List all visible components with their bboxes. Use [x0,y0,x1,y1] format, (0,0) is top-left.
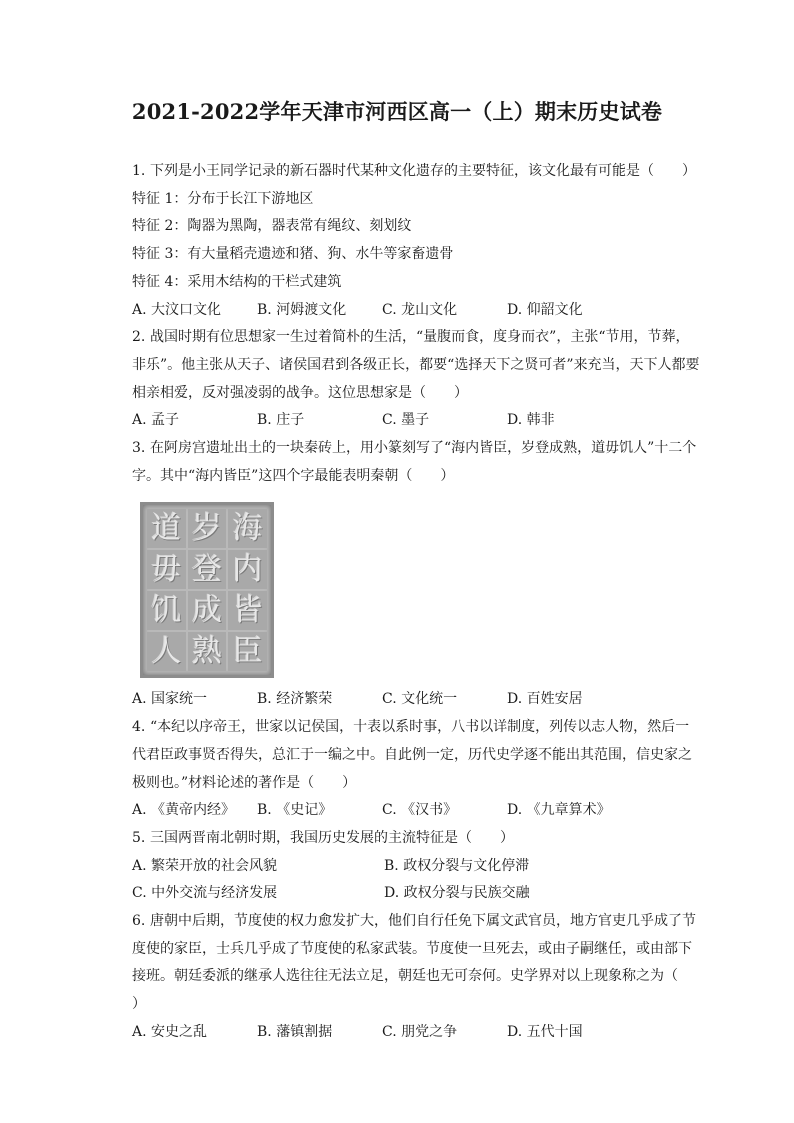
question-2-option-c[interactable]: C. 墨子 [382,412,430,429]
question-5-text: 三国两晋南北朝时期，我国历史发展的主流特征是（ ） [150,829,514,846]
seal-char: 臣 [228,632,267,671]
question-4-option-d[interactable]: D. 《九章算术》 [507,802,611,819]
exam-content [132,158,706,1047]
question-2-option-d[interactable]: D. 韩非 [507,412,555,429]
question-1-feature-4: 特征 4：采用木结构的干栏式建筑 [132,273,342,290]
question-6-options [132,1019,702,1047]
question-5-number: 5. [132,829,146,846]
seal-char: 内 [228,550,267,589]
seal-char: 道 [147,509,186,548]
question-1-feature-2: 特征 2：陶器为黑陶，器表常有绳纹、刻划纹 [132,218,412,235]
seal-char: 登 [188,550,227,589]
question-6-number: 6. [132,913,146,930]
question-6-option-c[interactable]: C. 朋党之争 [382,1023,458,1040]
seal-char: 饥 [147,591,186,630]
question-6-stem [132,908,706,1019]
question-4-options [132,797,702,825]
seal-char: 毋 [147,550,186,589]
question-5-option-b[interactable]: B. 政权分裂与文化停滞 [384,857,530,874]
question-1-feature-3: 特征 3：有大量稻壳遗迹和猪、狗、水牛等家畜遗骨 [132,246,454,263]
question-5-options-row-1 [132,853,702,881]
question-1-options [132,297,702,325]
seal-char: 人 [147,632,186,671]
question-3-stem [132,435,702,490]
question-2-text: 战国时期有位思想家一生过着简朴的生活，“量腹而食，度身而衣”，主张“节用，节葬，非乐”。他主张从天子、诸侯国君到各级正长，都要“选择天下之贤可者”来充当，天下人都要相亲相爱，反对强凌弱的战争。这位思想家是（ ） [132,329,700,401]
question-5-option-a[interactable]: A. 繁荣开放的社会风貌 [132,857,278,874]
question-1-text: 下列是小王同学记录的新石器时代某种文化遗存的主要特征，该文化最有可能是（ ） [150,163,696,179]
question-4-text: “本纪以序帝王，世家以记侯国，十表以系时事，八书以详制度，列传以志人物，然后一代君臣政事贤否得失，总汇于一编之中。自此例一定，历代史学逐不能出其范围，信史家之极则也。”材料论述的著作是（ ） [132,719,692,791]
qin-brick-seal-image [140,502,274,678]
question-4-stem [132,714,702,797]
question-6-text: 唐朝中后期，节度使的权力愈发扩大，他们自行任免下属文武官员，地方官吏几乎成了节度使的家臣，士兵几乎成了节度使的私家武装。节度使一旦死去，或由子嗣继任，或由部下接班。朝廷委派的继承人选往往无法立足，朝廷也无可奈何。史学界对以上现象称之为（ ） [132,913,706,1013]
question-1-option-b[interactable]: B. 河姆渡文化 [257,301,347,318]
seal-char: 成 [188,591,227,630]
question-2-option-b[interactable]: B. 庄子 [257,412,305,429]
question-3-options [132,686,702,714]
question-3-number: 3. [132,440,146,457]
seal-char: 海 [228,509,267,548]
question-3-option-d[interactable]: D. 百姓安居 [507,691,583,708]
question-6-option-a[interactable]: A. 安史之乱 [132,1023,208,1040]
question-1-number: 1. [132,163,146,179]
question-1-option-a[interactable]: A. 大汶口文化 [132,301,222,318]
question-5-stem [132,825,702,853]
question-3-text: 在阿房宫遗址出土的一块秦砖上，用小篆刻写了“海内皆臣，岁登成熟，道毋饥人”十二个字。其中“海内皆臣”这四个字最能表明秦朝（ ） [132,440,697,484]
question-4-option-a[interactable]: A. 《黄帝内经》 [132,802,236,819]
seal-char: 熟 [188,632,227,671]
qin-brick-image-area [132,490,702,686]
question-6-option-d[interactable]: D. 五代十国 [507,1023,583,1040]
question-1-option-c[interactable]: C. 龙山文化 [382,301,458,318]
question-3-option-a[interactable]: A. 国家统一 [132,691,208,708]
question-4-option-b[interactable]: B. 《史记》 [257,802,333,819]
question-2-option-a[interactable]: A. 孟子 [132,412,180,429]
exam-title: 2021-2022学年天津市河西区高一（上）期末历史试卷 [131,99,663,124]
question-2-options [132,407,702,435]
question-2-stem [132,324,702,407]
question-5-options-row-2 [132,880,702,908]
seal-char: 皆 [228,591,267,630]
question-5-option-c[interactable]: C. 中外交流与经济发展 [132,885,278,902]
question-1-feature-1: 特征 1：分布于长江下游地区 [132,190,314,207]
question-4-option-c[interactable]: C. 《汉书》 [382,802,458,819]
question-3-option-b[interactable]: B. 经济繁荣 [257,691,333,708]
question-1-option-d[interactable]: D. 仰韶文化 [507,301,583,318]
question-1-stem [132,158,702,186]
question-6-option-b[interactable]: B. 藩镇割据 [257,1023,333,1040]
question-4-number: 4. [132,719,146,736]
question-3-option-c[interactable]: C. 文化统一 [382,691,458,708]
seal-char: 岁 [188,509,227,548]
question-5-option-d[interactable]: D. 政权分裂与民族交融 [384,885,530,902]
question-2-number: 2. [132,329,146,346]
